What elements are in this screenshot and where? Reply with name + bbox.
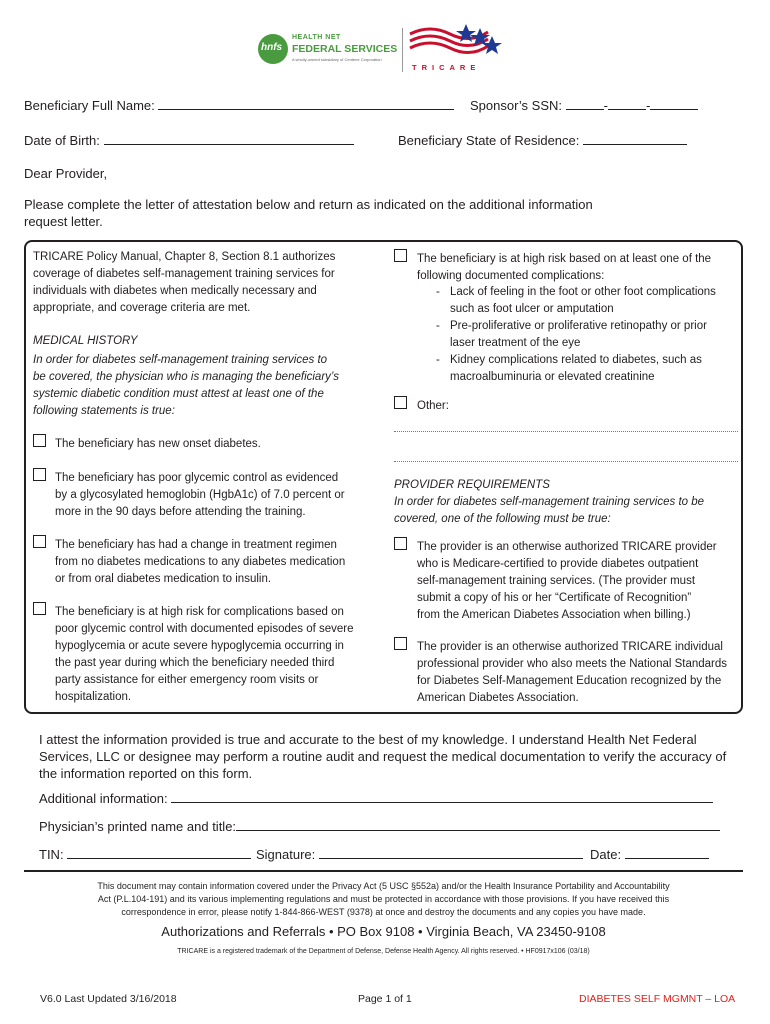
high-risk-documented-label: The beneficiary is at high risk based on at least one of the following documented complications: <box>417 253 712 282</box>
physician-name-line[interactable] <box>236 818 720 831</box>
tricare-wordmark: TRICARE <box>412 63 481 72</box>
list-item: - Pre-proliferative or proliferative retinopathy or prior <box>436 320 707 332</box>
privacy-notice: This document may contain information covered under the Privacy Act (5 USC §552a) and/or the Health Insurance Portability and Accountability Act (P.L.104-191) and its various implementing regulations and must be protected in accordance with those provisions. If you have received this correspondence in error, please notify 1-844-866-WEST (9378) at once and destroy the documents and any copies you have made. <box>97 881 670 917</box>
provider-requirements-text: In order for diabetes self-management training services to be covered, one of the following must be true: <box>394 496 705 525</box>
physician-name-field[interactable] <box>39 818 720 834</box>
beneficiary-name-label: Beneficiary Full Name: <box>24 98 155 113</box>
ssn-part3[interactable] <box>650 97 698 110</box>
other-line-1[interactable] <box>394 431 738 432</box>
signature-field[interactable] <box>256 846 583 862</box>
hnfs-logo-mark: hnfs <box>258 34 288 64</box>
logo-line3: A wholly-owned subsidiary of Centene Corporation <box>292 57 382 62</box>
treatment-change-checkbox[interactable] <box>33 535 46 548</box>
list-item: - Kidney complications related to diabetes, such as <box>436 354 702 366</box>
medical-history-text: In order for diabetes self-management training services to be covered, the physician who is managing the beneficiary’s systemic diabetic condition must attest at least one of the following statements is true: <box>33 354 339 417</box>
date-field[interactable] <box>590 846 709 862</box>
medical-history-title: MEDICAL HISTORY <box>33 335 138 347</box>
tin-field[interactable] <box>39 846 251 862</box>
list-item: - Lack of feeling in the foot or other foot complications <box>436 286 716 298</box>
list-item: such as foot ulcer or amputation <box>450 303 614 315</box>
dob-field[interactable] <box>24 132 354 148</box>
high-risk-complications-label: The beneficiary is at high risk for complications based on poor glycemic control with documented episodes of severe hypoglycemia or acute severe hypoglycemia occurring in the past year during which the beneficiary needed third party assistance for either emergency room visits or hospitalization. <box>55 606 354 703</box>
poor-glycemic-label: The beneficiary has poor glycemic control as evidenced by a glycosylated hemoglobin (HgbA1c) of 7.0 percent or more in the 90 days before attending the training. <box>55 472 345 518</box>
state-label: Beneficiary State of Residence: <box>398 133 580 148</box>
additional-info-field[interactable] <box>39 790 713 806</box>
page-number: Page 1 of 1 <box>358 993 412 1005</box>
beneficiary-name-field[interactable] <box>24 97 454 113</box>
logo-line2: FEDERAL SERVICES <box>292 43 398 55</box>
provider-requirements-title: PROVIDER REQUIREMENTS <box>394 479 550 491</box>
list-item: laser treatment of the eye <box>450 337 581 349</box>
treatment-change-label: The beneficiary has had a change in treatment regimen from no diabetes medications to any diabetes medication or from oral diabetes medication to insulin. <box>55 539 346 585</box>
tin-label: TIN: <box>39 847 64 862</box>
footer-divider <box>24 870 743 872</box>
poor-glycemic-checkbox[interactable] <box>33 468 46 481</box>
logo-divider <box>402 28 403 72</box>
version-label: V6.0 Last Updated 3/16/2018 <box>40 993 177 1005</box>
sponsor-ssn-label: Sponsor’s SSN: <box>470 98 563 113</box>
other-checkbox[interactable] <box>394 396 407 409</box>
sponsor-ssn-field[interactable]: Sponsor’s SSN: - - <box>470 97 698 113</box>
dob-label: Date of Birth: <box>24 133 100 148</box>
tricare-logo <box>408 22 508 74</box>
ssn-part1[interactable] <box>566 97 604 110</box>
national-standards-checkbox[interactable] <box>394 637 407 650</box>
beneficiary-name-line[interactable] <box>158 97 454 110</box>
additional-info-label: Additional information: <box>39 791 168 806</box>
intro-line2: request letter. <box>24 214 103 229</box>
attest-statement: I attest the information provided is true and accurate to the best of my knowledge. I understand Health Net Federal Services, LLC or designee may perform a routine audit and request the medical documentation to verify the accuracy of the information reported on this form. <box>39 732 727 781</box>
hnfs-logo <box>258 30 398 70</box>
tin-line[interactable] <box>67 846 251 859</box>
signature-label: Signature: <box>256 847 316 862</box>
ssn-part2[interactable] <box>608 97 646 110</box>
tricare-flag-icon <box>408 22 503 60</box>
trademark-notice: TRICARE is a registered trademark of the Department of Defense, Defense Health Agency. All rights reserved. • HF0917x106 (03/18) <box>177 948 590 955</box>
date-label: Date: <box>590 847 622 862</box>
medicare-certified-checkbox[interactable] <box>394 537 407 550</box>
dob-line[interactable] <box>104 132 354 145</box>
complication-list <box>436 284 716 386</box>
state-field[interactable] <box>398 132 687 148</box>
logo-line1: HEALTH NET <box>292 34 341 41</box>
new-onset-label: The beneficiary has new onset diabetes. <box>55 438 261 450</box>
date-line[interactable] <box>625 846 709 859</box>
salutation: Dear Provider, <box>24 166 108 181</box>
signature-line[interactable] <box>319 846 583 859</box>
medicare-certified-label: The provider is an otherwise authorized TRICARE provider who is Medicare-certified to provide diabetes outpatient self-management training services. (The provider must submit a copy of his or her “Certificate of Recognition” from the American Diabetes Association when billing.) <box>417 541 717 621</box>
national-standards-label: The provider is an otherwise authorized TRICARE individual professional provider who also meets the National Standards for Diabetes Self-Management Education recognized by the American Diabetes Association. <box>417 641 728 704</box>
high-risk-documented-checkbox[interactable] <box>394 249 407 262</box>
mailing-address: Authorizations and Referrals • PO Box 9108 • Virginia Beach, VA 23450-9108 <box>161 924 606 939</box>
other-label: Other: <box>417 400 449 412</box>
policy-text: TRICARE Policy Manual, Chapter 8, Section 8.1 authorizes coverage of diabetes self-management training services for individuals with diabetes when medically necessary and appropriate, and coverage criteria are met. <box>33 251 336 314</box>
high-risk-complications-checkbox[interactable] <box>33 602 46 615</box>
state-line[interactable] <box>583 132 687 145</box>
intro-line1: Please complete the letter of attestation below and return as indicated on the additional information <box>24 197 593 212</box>
other-line-2[interactable] <box>394 461 738 462</box>
physician-name-label: Physician’s printed name and title: <box>39 819 237 834</box>
list-item: macroalbuminuria or elevated creatinine <box>450 371 655 383</box>
new-onset-checkbox[interactable] <box>33 434 46 447</box>
form-name: DIABETES SELF MGMNT – LOA <box>579 993 736 1005</box>
additional-info-line[interactable] <box>171 790 713 803</box>
